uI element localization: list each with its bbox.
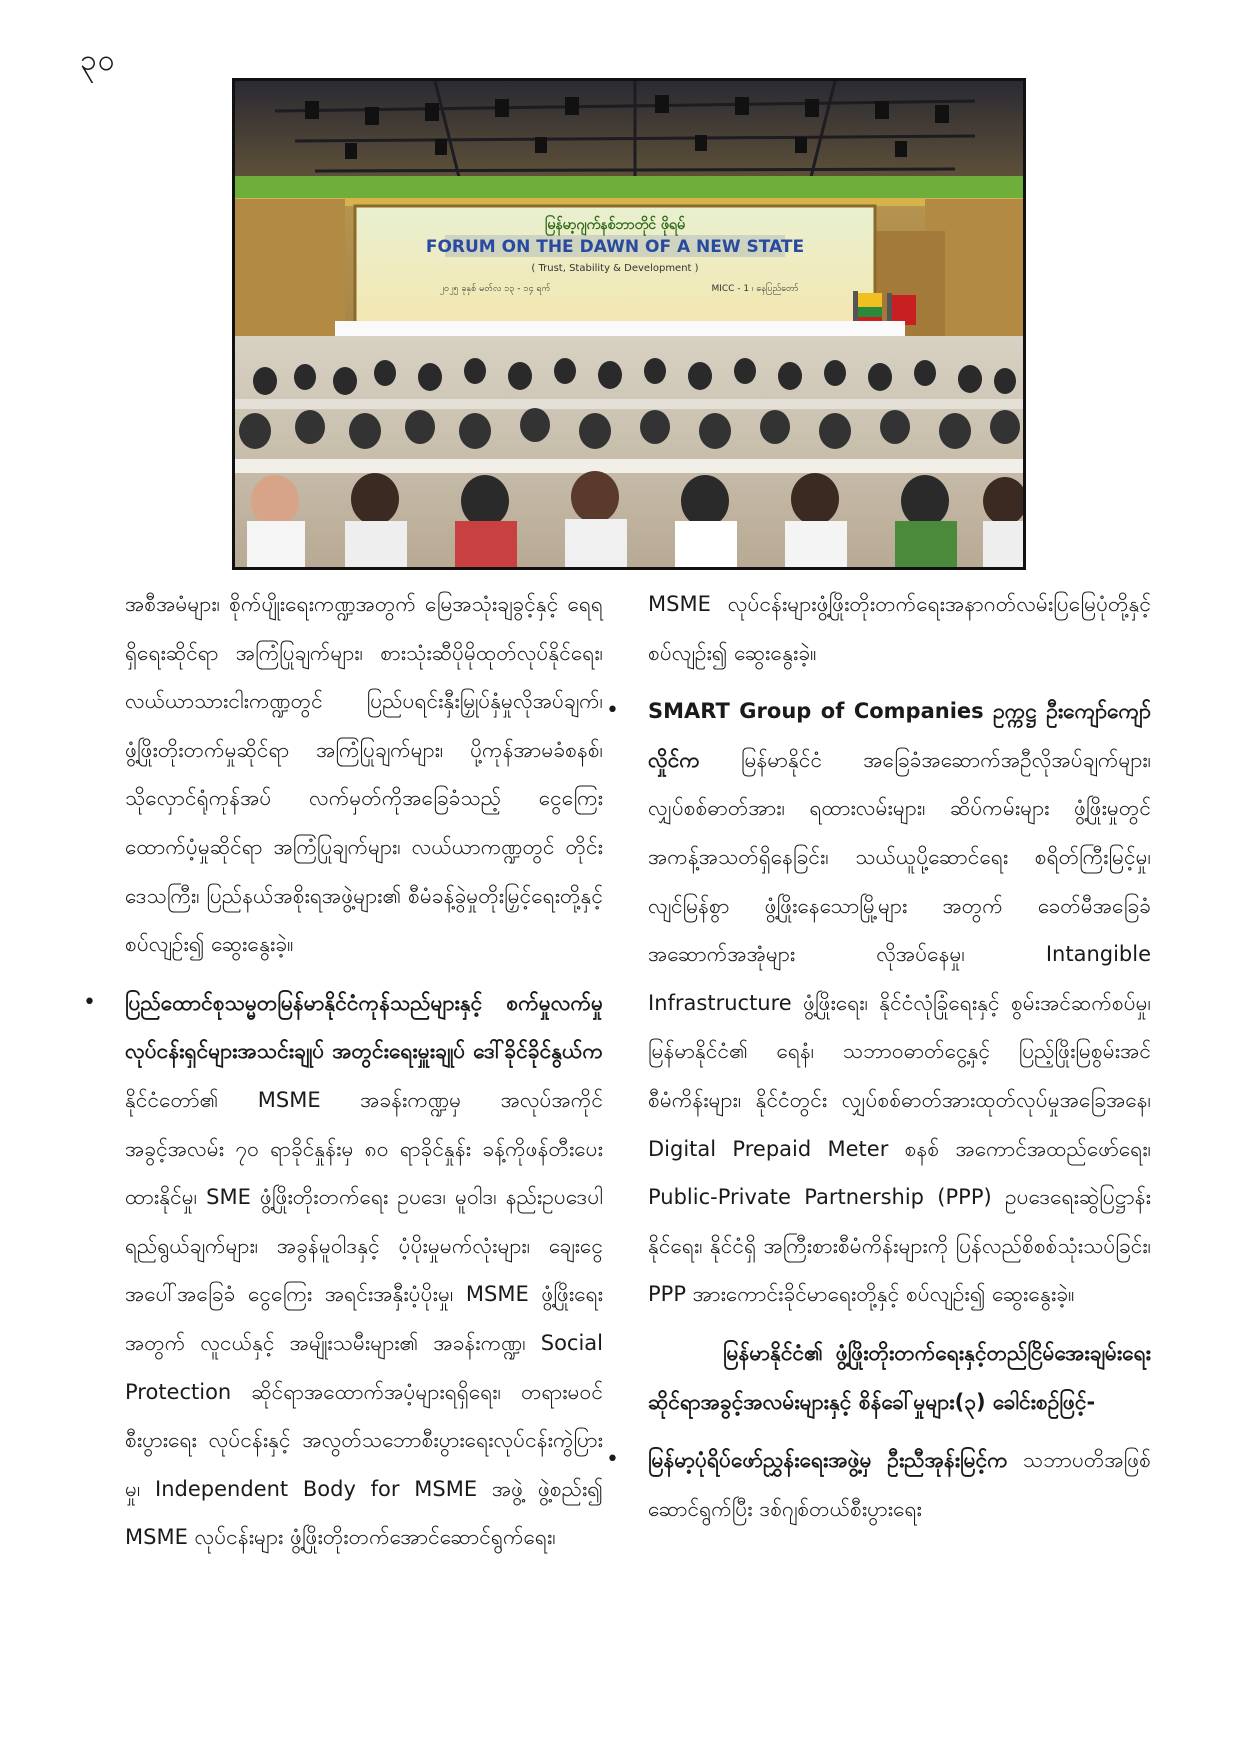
- banner-venue: MICC - 1 ၊ နေပြည်တော်: [711, 284, 799, 294]
- left-column: [83, 580, 603, 1562]
- right-paragraph-1: MSME လုပ်ငန်းများဖွံ့ဖြိုးတိုးတက်ရေးအနာဂတ်လမ်းပြမြေပုံတို့နှင့်စပ်လျဉ်း၍ ဆွေးနွေးခဲ့။: [648, 592, 1151, 665]
- bullet-text-2: မြန်မာနိုင်ငံ အခြေခံအဆောက်အဦလိုအပ်ချက်များ၊ လျှပ်စစ်ဓာတ်အား၊ ရထားလမ်းများ၊ ဆိပ်ကမ်းများ ဖွံ့ဖြိုးမှုတွင် အကန့်အသတ်ရှိနေခြင်း၊ သယ်ယူပို့ဆောင်ရေး စရိတ်ကြီးမြင့်မှု၊ လျင်မြန်စွာ ဖွံ့ဖြိုးနေသောမြို့များ အတွက် ခေတ်မီအခြေခံအဆောက်အအုံများ လိုအပ်နေမှု၊ Intangible Infrastructure ဖွံ့ဖြိုးရေး၊ နိုင်ငံလုံခြုံရေးနှင့် စွမ်းအင်ဆက်စပ်မှု၊ မြန်မာနိုင်ငံ၏ ရေနံ၊ သဘာဝဓာတ်ငွေ့နှင့် ပြည့်ဖြိုးမြစွမ်းအင် စီမံကိန်းများ၊ နိုင်ငံတွင်း လျှပ်စစ်ဓာတ်အားထုတ်လုပ်မှုအခြေအနေ၊ Digital Prepaid Meter စနစ် အကောင်အထည်ဖော်ရေး၊ Public-Private Partnership (PPP) ဥပဒေရေးဆွဲပြဋ္ဌာန်းနိုင်ရေး၊ နိုင်ငံရှိ အကြီးစားစီမံကိန်းများကို ပြန်လည်စိစစ်သုံးသပ်ခြင်း၊ PPP အားကောင်းခိုင်မာရေးတို့နှင့် စပ်လျဉ်း၍ ဆွေးနွေးခဲ့။: [648, 747, 1151, 1307]
- bullet-dot-icon: •: [83, 989, 96, 1015]
- left-paragraph-1: အစီအမံများ၊ စိုက်ပျိုးရေးကဏ္ဍအတွက် မြေအသုံးချခွင့်နှင့် ရေရရှိရေးဆိုင်ရာ အကြံပြုချက်များ၊ စားသုံးဆီပိုမိုထုတ်လုပ်နိုင်ရေး၊ လယ်ယာသားငါးကဏ္ဍတွင် ပြည်ပရင်းနှီးမြှုပ်နှံမှုလိုအပ်ချက်၊ ဖွံ့ဖြိုးတိုးတက်မှုဆိုင်ရာ အကြံပြုချက်များ၊ ပို့ကုန်အာမခံစနစ်၊ သိုလှောင်ရုံကုန်အပ် လက်မှတ်ကိုအခြေခံသည့် ငွေကြေးထောက်ပံ့မှုဆိုင်ရာ အကြံပြုချက်များ၊ လယ်ယာကဏ္ဍတွင် တိုင်းဒေသကြီး၊ ပြည်နယ်အစိုးရအဖွဲ့များ၏ စီမံခန့်ခွဲမှုတိုးမြှင့်ရေးတို့နှင့် စပ်လျဉ်း၍ ဆွေးနွေးခဲ့။: [125, 592, 603, 957]
- bullet-item-smart-group: [606, 687, 1151, 1319]
- bullet-speaker-2: SMART Group of Companies ဥက္ကဋ္ဌ ဦးကျော်ကျော်လှိုင်က: [648, 699, 1151, 772]
- bullet-dot-icon: •: [606, 698, 619, 724]
- banner-title-my: မြန်မာ့ဂျက်နစ်ဘာတိုင် ဖိုရမ်: [545, 217, 685, 233]
- forum-photo: [232, 78, 1026, 570]
- banner-title-en: FORUM ON THE DAWN OF A NEW STATE: [425, 237, 805, 257]
- bullet-dot-icon: •: [606, 1447, 619, 1473]
- bullet-item-image-building: [606, 1436, 1151, 1533]
- banner-subtitle: ( Trust, Stability & Development ): [531, 263, 699, 274]
- page-number: ၃၀: [80, 43, 116, 78]
- bullet-text-1: နိုင်ငံတော်၏ MSME အခန်းကဏ္ဍမှ အလုပ်အကိုင်အခွင့်အလမ်း ၇၀ ရာခိုင်နှုန်းမှ ၈၀ ရာခိုင်နှုန်း ခန့်ကိုဖန်တီးပေးထားနိုင်မှု၊ SME ဖွံ့ဖြိုးတိုးတက်ရေး ဥပဒေ၊ မူဝါဒ၊ နည်းဥပဒေပါရည်ရွယ်ချက်များ၊ အခွန်မူဝါဒနှင့် ပံ့ပိုးမှုမက်လုံးများ၊ ချေးငွေအပေါ်အခြေခံ ငွေကြေး အရင်းအနှီးပံ့ပိုးမှု၊ MSME ဖွံ့ဖြိုးရေးအတွက် လူငယ်နှင့် အမျိုးသမီးများ၏ အခန်းကဏ္ဍ၊ Social Protection ဆိုင်ရာအထောက်အပံ့များရရှိရေး၊ တရားမဝင်စီးပွားရေး လုပ်ငန်းနှင့် အလွတ်သဘောစီးပွားရေးလုပ်ငန်းကွဲပြားမှု၊ Independent Body for MSME အဖွဲ့ ဖွဲ့စည်း၍ MSME လုပ်ငန်းများ ဖွံ့ဖြိုးတိုးတက်အောင်ဆောင်ရွက်ရေး၊: [125, 1087, 603, 1550]
- section-heading: မြန်မာနိုင်ငံ၏ ဖွံ့ဖြိုးတိုးတက်ရေးနှင့်တည်ငြိမ်အေးချမ်းရေးဆိုင်ရာအခွင့်အလမ်းများနှင့် စိန်ခေါ်မှုများ(၃) ခေါင်းစဉ်ဖြင့်-: [648, 1340, 1151, 1414]
- right-column: [606, 580, 1151, 1533]
- bullet-speaker-1: ပြည်ထောင်စုသမ္မတမြန်မာနိုင်ငံကုန်သည်များနှင့် စက်မှုလက်မှုလုပ်ငန်းရှင်များအသင်းချုပ် အတွင်းရေးမှူးချုပ် ဒေါ်ခိုင်ခိုင်နွယ်က: [125, 990, 603, 1064]
- bullet-speaker-3: မြန်မာ့ပုံရိပ်ဖော်ညွှန်းရေးအဖွဲ့မှ ဦးညီအုန်းမြင့်က: [648, 1448, 1008, 1473]
- bullet-item-msme: [83, 979, 603, 1562]
- banner-date: ၂၀၂၅ ခုနှစ် မတ်လ ၁၃ - ၁၄ ရက်: [439, 284, 551, 294]
- bullet-text-3: သဘာပတိအဖြစ်ဆောင်ရွက်ပြီး ဒစ်ဂျစ်တယ်စီးပွားရေး: [648, 1448, 1151, 1521]
